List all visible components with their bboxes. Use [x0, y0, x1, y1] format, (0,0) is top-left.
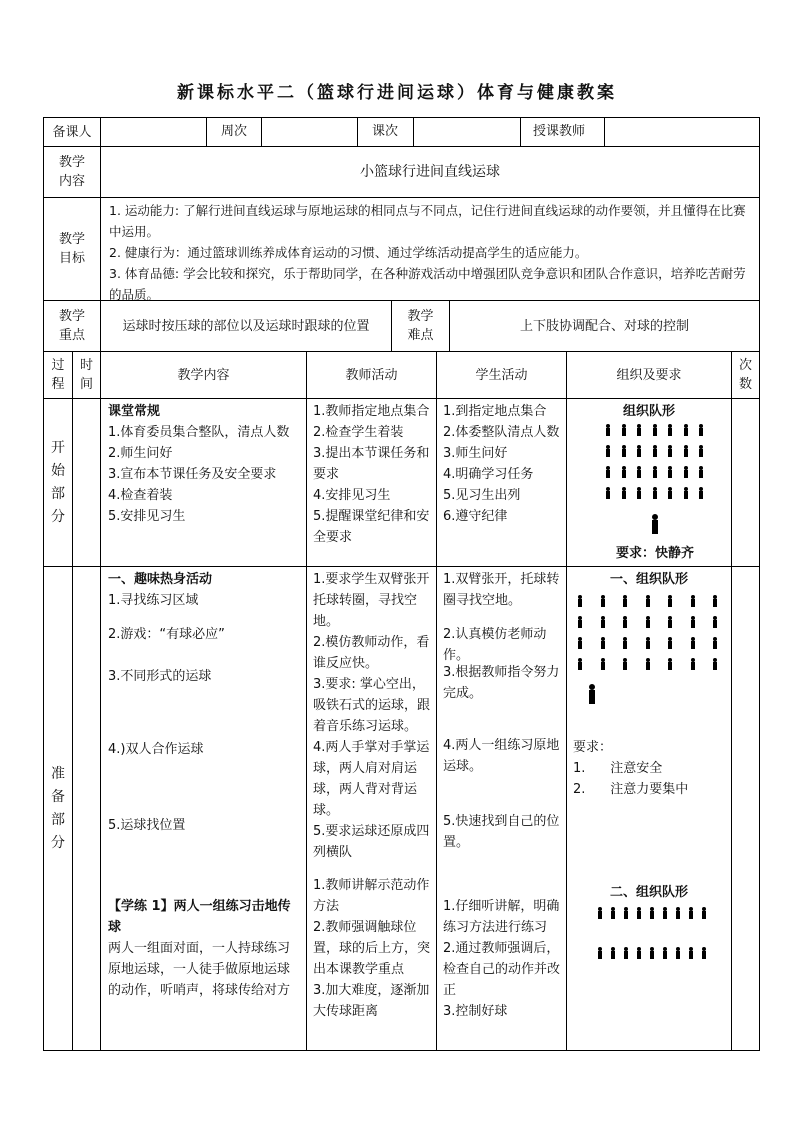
student-figure-icon	[622, 616, 628, 628]
student-figure-icon	[667, 658, 673, 670]
prep-student-item: 2.认真模仿老师动作。	[443, 627, 547, 663]
prep-org-requirement-label: 要求：	[573, 740, 613, 755]
teacher-figure-icon	[587, 684, 597, 704]
student-figure-icon	[675, 907, 681, 919]
student-figure-icon	[688, 947, 694, 959]
prep-org-requirement: 2. 注意力要集中	[573, 782, 689, 797]
prep-student-activity	[437, 567, 566, 1050]
student-figure-icon	[610, 907, 616, 919]
student-figure-icon	[652, 445, 658, 457]
student-figure-icon	[623, 947, 629, 959]
student-figure-icon	[698, 445, 704, 457]
prep-content	[101, 567, 306, 1050]
start-phase-label: 开 始 部 分	[51, 439, 65, 525]
prep-content-item: 2.游戏：“有球必应”	[108, 627, 225, 642]
student-figure-icon	[636, 907, 642, 919]
teacher-label: 授课教师	[533, 124, 586, 139]
student-figure-icon	[600, 658, 606, 670]
goal-item: 1. 运动能力: 了解行进间直线运球与原地运球的相同点与不同点，记住行进间直线运球的动作要领，并且懂得在比赛中运用。	[109, 203, 746, 239]
page-title: 新课标水平二（篮球行进间运球）体育与健康教案	[177, 83, 617, 103]
start-student-activity: 1.到指定地点集合 2.体委整队清点人数 3.师生问好 4.明确学习任务 5.见习生出列 6.遵守纪律	[443, 404, 560, 524]
col-process: 过 程	[51, 358, 65, 392]
student-figure-icon	[636, 424, 642, 436]
student-figure-icon	[600, 595, 606, 607]
student-figure-icon	[667, 466, 673, 478]
student-figure-icon	[605, 487, 611, 499]
student-figure-icon	[667, 637, 673, 649]
start-content-line: 4.检查着装	[108, 488, 173, 503]
student-figure-icon	[636, 947, 642, 959]
prep-teacher-activity	[307, 567, 436, 1050]
student-figure-icon	[690, 658, 696, 670]
col-student: 学生活动	[475, 367, 528, 383]
student-figure-icon	[712, 637, 718, 649]
student-figure-icon	[636, 487, 642, 499]
student-figure-icon	[690, 616, 696, 628]
goals-list	[101, 198, 759, 300]
col-count: 次 数	[738, 358, 752, 392]
goals-label: 教学 目标	[58, 232, 85, 266]
prep-student-text-b: 1.仔细听讲解，明确练习方法进行练习 2.通过教师强调后，检查自己的动作并改正 3.控制好球	[443, 899, 561, 1019]
student-figure-icon	[645, 616, 651, 628]
student-figure-icon	[652, 466, 658, 478]
prep-phase-label: 准 备 部 分	[51, 765, 65, 851]
student-figure-icon	[652, 487, 658, 499]
col-teacher: 教师活动	[345, 367, 398, 383]
student-figure-icon	[667, 487, 673, 499]
preparer-label: 备课人	[52, 124, 92, 140]
col-time: 时 间	[79, 358, 93, 392]
prep-org-title-1: 一、组织队形	[609, 572, 688, 587]
student-figure-icon	[577, 637, 583, 649]
student-figure-icon	[683, 487, 689, 499]
student-figure-icon	[667, 445, 673, 457]
student-figure-icon	[636, 445, 642, 457]
start-content-line: 5.安排见习生	[108, 509, 186, 524]
prep-teacher-text-b: 1.教师讲解示范动作方法 2.教师强调触球位置，球的后上方，突出本课教学重点 3.加大难度，逐渐加大传球距离	[313, 878, 431, 1019]
teacher-value	[605, 118, 759, 146]
prep-content-title: 一、趣味热身活动	[108, 572, 213, 587]
student-figure-icon	[698, 487, 704, 499]
prep-teacher-text-a: 1.要求学生双臂张开托球转圈，寻找空地。 2.模仿教师动作，看谁反应快。 3.要求: 掌心空出，吸铁石式的运球，跟着音乐练习运球。 4.两人手掌对手掌运球，两人肩对肩运球，两人背对背运球。 5.要求运球还原成四列横队	[313, 572, 431, 860]
student-figure-icon	[649, 907, 655, 919]
start-org-requirement: 要求：快静齐	[615, 546, 694, 561]
prep-student-item: 4.两人一组练习原地运球。	[443, 738, 560, 774]
student-figure-icon	[698, 424, 704, 436]
start-organization	[567, 399, 731, 566]
student-figure-icon	[712, 595, 718, 607]
col-content: 教学内容	[177, 367, 230, 383]
student-figure-icon	[667, 424, 673, 436]
drill-description: 两人一组面对面，一人持球练习原地运球，一人徒手做原地运球的动作，听哨声，将球传给对方	[108, 941, 291, 998]
student-figure-icon	[662, 947, 668, 959]
student-figure-icon	[610, 947, 616, 959]
student-figure-icon	[667, 616, 673, 628]
student-figure-icon	[645, 595, 651, 607]
prep-student-item: 1.双臂张开，托球转圈寻找空地。	[443, 572, 560, 608]
student-figure-icon	[636, 466, 642, 478]
prep-organization	[567, 567, 731, 1050]
prep-student-item: 3.根据教师指令努力完成。	[443, 665, 560, 701]
prep-content-item: 5.运球找位置	[108, 818, 186, 833]
content-label: 教学 内容	[58, 155, 85, 189]
col-organization: 组织及要求	[616, 367, 682, 383]
student-figure-icon	[688, 907, 694, 919]
prep-content-item: 3.不同形式的运球	[108, 669, 212, 684]
student-figure-icon	[690, 595, 696, 607]
start-content-title: 课堂常规	[108, 404, 161, 419]
start-org-title: 组织队形	[622, 404, 675, 419]
student-figure-icon	[698, 466, 704, 478]
student-figure-icon	[577, 616, 583, 628]
teacher-figure-icon	[650, 514, 660, 534]
drill-title: 【学练 1】两人一组练习击地传球	[108, 899, 291, 935]
lesson-value	[414, 118, 520, 146]
student-figure-icon	[621, 445, 627, 457]
student-figure-icon	[597, 907, 603, 919]
goal-item: 2. 健康行为：通过篮球训练养成体育运动的习惯、通过学练活动提高学生的适应能力。	[109, 245, 588, 260]
student-figure-icon	[605, 466, 611, 478]
student-figure-icon	[645, 658, 651, 670]
goal-item: 3. 体育品德: 学会比较和探究，乐于帮助同学，在各种游戏活动中增强团队竞争意识和团队合作意识，培养吃苦耐劳的品质。	[109, 266, 746, 302]
start-content-line: 3.宣布本节课任务及安全要求	[108, 467, 277, 482]
student-figure-icon	[622, 637, 628, 649]
student-figure-icon	[645, 637, 651, 649]
student-figure-icon	[621, 487, 627, 499]
key-label: 教学 重点	[58, 309, 85, 343]
student-figure-icon	[649, 947, 655, 959]
student-figure-icon	[712, 658, 718, 670]
difficulty-value: 上下肢协调配合、对球的控制	[519, 318, 689, 334]
week-label: 周次	[221, 124, 248, 139]
student-figure-icon	[577, 595, 583, 607]
difficulty-label: 教学 难点	[407, 309, 434, 343]
student-figure-icon	[577, 658, 583, 670]
student-figure-icon	[621, 424, 627, 436]
student-figure-icon	[701, 947, 707, 959]
start-teacher-activity: 1.教师指定地点集合 2.检查学生着装 3.提出本节课任务和要求 4.安排见习生 5.提醒课堂纪律和安全要求	[313, 404, 430, 545]
prep-student-item: 5.快速找到自己的位置。	[443, 814, 560, 850]
prep-org-title-2: 二、组织队形	[609, 885, 688, 900]
student-figure-icon	[683, 445, 689, 457]
prep-content-item: 4.)双人合作运球	[108, 742, 204, 757]
student-figure-icon	[667, 595, 673, 607]
student-figure-icon	[675, 947, 681, 959]
student-figure-icon	[712, 616, 718, 628]
start-content	[101, 399, 306, 566]
lesson-label: 课次	[372, 124, 399, 139]
student-figure-icon	[701, 907, 707, 919]
prep-org-requirement: 1. 注意安全	[573, 761, 663, 776]
student-figure-icon	[597, 947, 603, 959]
student-figure-icon	[605, 445, 611, 457]
student-figure-icon	[652, 424, 658, 436]
student-figure-icon	[605, 424, 611, 436]
start-content-line: 1.体育委员集合整队，清点人数	[108, 425, 290, 440]
start-content-line: 2.师生问好	[108, 446, 173, 461]
student-figure-icon	[600, 616, 606, 628]
content-value: 小篮球行进间直线运球	[360, 163, 500, 180]
student-figure-icon	[662, 907, 668, 919]
student-figure-icon	[622, 595, 628, 607]
student-figure-icon	[623, 907, 629, 919]
key-value: 运球时按压球的部位以及运球时跟球的位置	[122, 318, 370, 334]
student-figure-icon	[683, 466, 689, 478]
preparer-value	[101, 118, 206, 146]
student-figure-icon	[690, 637, 696, 649]
prep-content-item: 1.寻找练习区域	[108, 593, 199, 608]
student-figure-icon	[621, 466, 627, 478]
student-figure-icon	[683, 424, 689, 436]
student-figure-icon	[600, 637, 606, 649]
week-value	[262, 118, 357, 146]
student-figure-icon	[622, 658, 628, 670]
